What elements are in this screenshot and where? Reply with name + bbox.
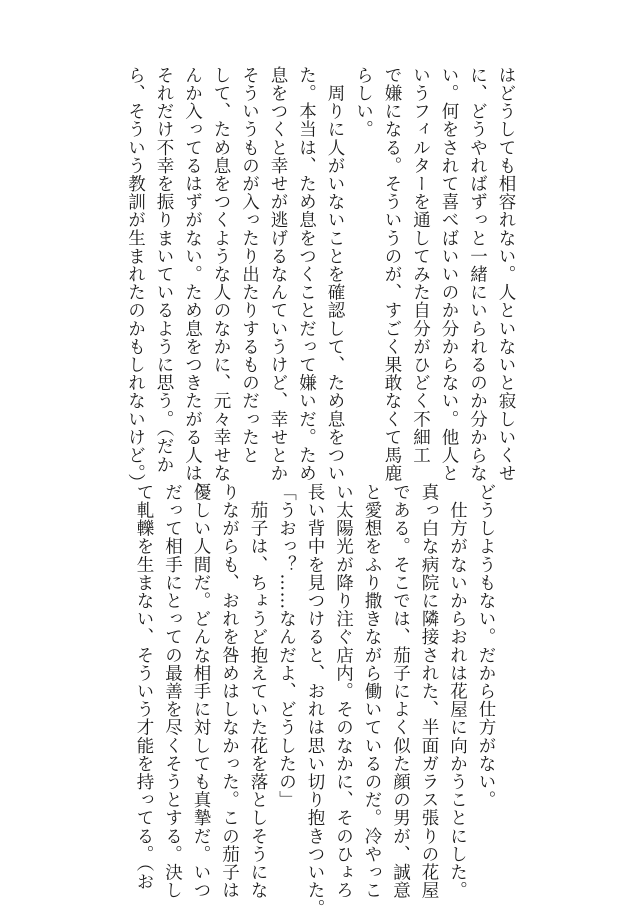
text-line: 茄子は、ちょうど抱えていた花を落としそうにな bbox=[248, 483, 268, 900]
text-line: いうフィルターを通してみた自分がひどく不細工 bbox=[410, 66, 431, 465]
text-line: である。そこでは、茄子によく似た顔の男が、誠意 bbox=[390, 483, 411, 900]
text-line: い太陽光が降り注ぐ店内。そのなかに、そのひょろ bbox=[333, 483, 354, 900]
text-line: 周りに人がいないことを確認して、ため息をつい bbox=[325, 66, 345, 483]
text-line: て軋轢を生まない、そういう才能を持ってる。（お bbox=[134, 483, 154, 891]
text-line: ら、そういう教訓が生まれたのかもしれないけど。） bbox=[125, 66, 146, 492]
text-line: それだけ不幸を振りまいているように思う。（だか bbox=[154, 66, 174, 474]
text-line: 真っ白な病院に隣接された、半面ガラス張りの花屋 bbox=[419, 483, 439, 900]
text-line: して、ため息をつくような人のなかに、元々幸せな bbox=[211, 66, 231, 483]
lower-text-block bbox=[90, 483, 500, 917]
text-line: い。何をされて喜べばいいのか分からない。他人と bbox=[439, 66, 459, 483]
text-line: らしい。 bbox=[353, 66, 374, 139]
text-line: 仕方がないからおれは花屋に向かうことにした。 bbox=[447, 483, 468, 900]
text-line: 優しい人間だ。どんな相手に対しても真摯だ。いつ bbox=[191, 483, 211, 900]
text-line: はどうしても相容れない。人といないと寂しいくせ bbox=[496, 66, 516, 483]
text-line: どうしようもない。だから仕方がない。 bbox=[476, 483, 496, 809]
text-line: で嫌になる。そういうのが、すごく果敢なくて馬鹿 bbox=[382, 66, 402, 483]
text-line: 息をつくと幸せが逃げるなんていうけど、幸せとか bbox=[268, 66, 288, 483]
text-line: と愛想をふり撒きながら働いているのだ。冷やっこ bbox=[362, 483, 382, 900]
text-line: りながらも、おれを咎めはしなかった。この茄子は bbox=[219, 483, 240, 900]
text-line: 長い背中を見つけると、おれは思い切り抱きついた。 bbox=[305, 483, 325, 917]
text-line: そういうものが入ったり出たりするものだったと bbox=[239, 66, 260, 465]
text-line: に、どうやればずっと一緒にいられるのか分からな bbox=[467, 66, 488, 483]
text-line: 「うおっ？……なんだよ、どうしたの」 bbox=[276, 483, 297, 809]
text-line: んか入ってるはずがない。ため息をつきたがる人は、 bbox=[182, 66, 203, 501]
upper-text-block bbox=[100, 66, 520, 501]
text-line: た。本当は、ため息をつくことだって嫌いだ。ため bbox=[296, 66, 317, 483]
text-line: だって相手にとっての最善を尽くそうとする。決し bbox=[162, 483, 183, 900]
